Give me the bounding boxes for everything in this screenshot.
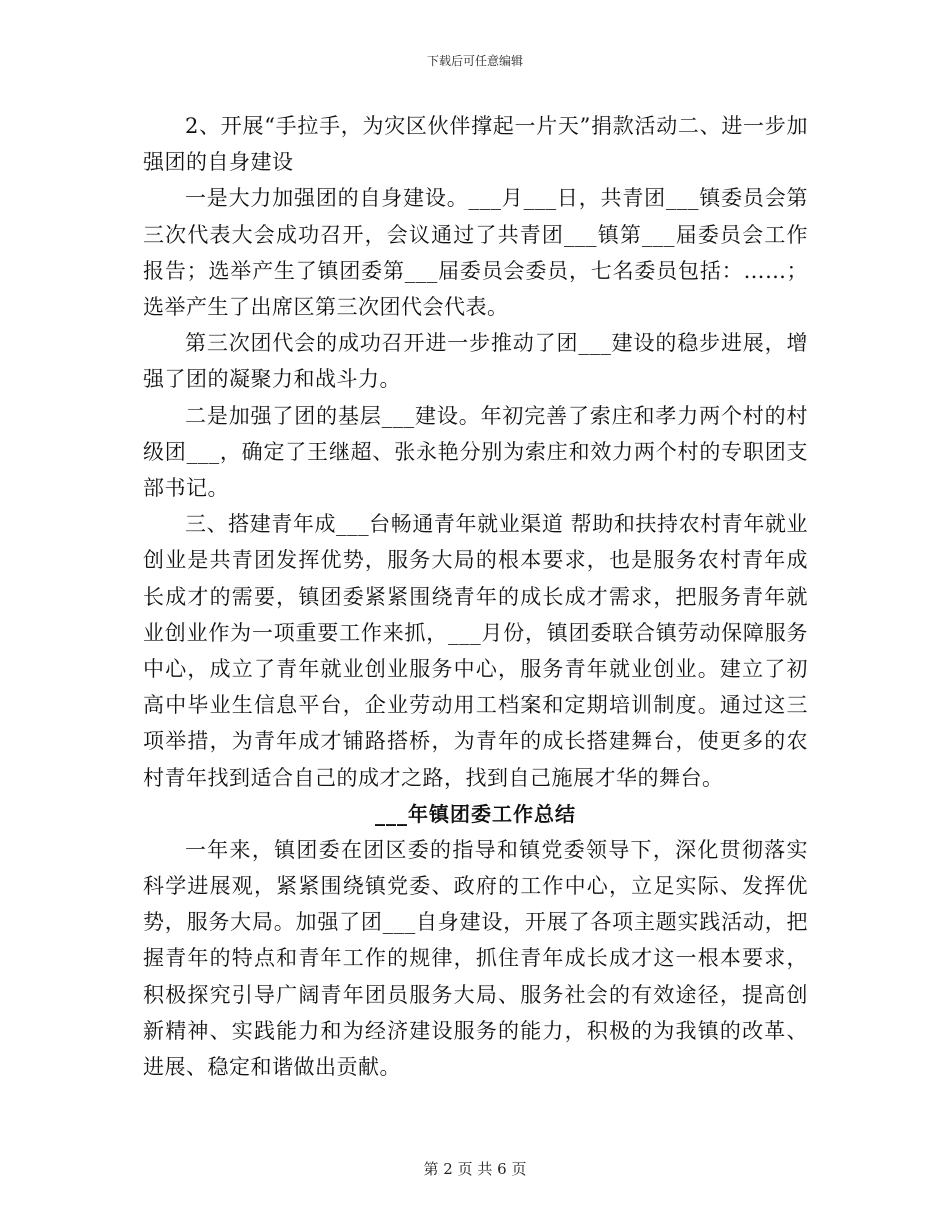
paragraph-congress-result: 第三次团代会的成功召开进一步推动了团___建设的稳步进展，增强了团的凝聚力和战斗力。: [143, 331, 808, 392]
paragraph-employment: 三、搭建青年成___台畅通青年就业渠道 帮助和扶持农村青年就业创业是共青团发挥优势，服务大局的根本要求，也是服务农村青年成长成才的需要，镇团委紧紧围绕青年的成长成才需求，把服务青年就业创业作为一项重要工作来抓，___月份，镇团委联合镇劳动保障服务中心，成立了青年就业创业服务中心，服务青年就业创业。建立了初高中毕业生信息平台，企业劳动用工档案和定期培训制度。通过这三项举措，为青年成才铺路搭桥，为青年的成长搭建舞台，使更多的农村青年找到适合自己的成才之路，找到自己施展才华的舞台。: [143, 512, 808, 790]
paragraph-annual-summary: 一年来，镇团委在团区委的指导和镇党委领导下，深化贯彻落实科学进展观，紧紧围绕镇党委、政府的工作中心，立足实际、发挥优势，服务大局。加强了团___自身建设，开展了各项主题实践活动，把握青年的特点和青年工作的规律，抓住青年成长成才这一根本要求，积极探究引导广阔青年团员服务大局、服务社会的有效途径，提高创新精神、实践能力和为经济建设服务的能力，积极的为我镇的改革、进展、稳定和谐做出贡献。: [143, 837, 808, 1080]
page-header-note: 下载后可任意编辑: [426, 54, 523, 68]
paragraph-activity: 2、开展“手拉手，为灾区伙伴撑起一片天”捐款活动二、进一步加强团的自身建设: [143, 114, 808, 175]
section-title: ___年镇团委工作总结: [375, 801, 576, 826]
document-body: [143, 108, 808, 1085]
page-number: 第 2 页 共 6 页: [423, 1160, 527, 1178]
paragraph-grassroots: 二是加强了团的基层___建设。年初完善了索庄和孝力两个村的村级团___，确定了王继超、张永艳分别为索庄和效力两个村的专职团支部书记。: [143, 403, 808, 501]
paragraph-self-building: 一是大力加强团的自身建设。___月___日，共青团___镇委员会第三次代表大会成功召开，会议通过了共青团___镇第___届委员会工作报告；选举产生了镇团委第___届委员会委员，七名委员包括：……；选举产生了出席区第三次团代会代表。: [143, 186, 808, 320]
